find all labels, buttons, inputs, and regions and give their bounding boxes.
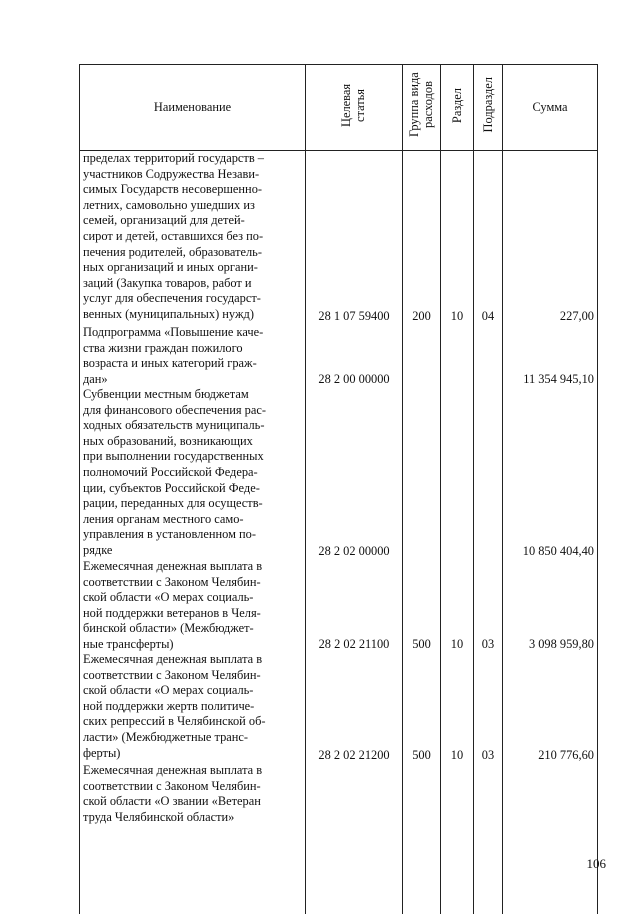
row-5-section: 10 bbox=[444, 748, 470, 764]
name-column bbox=[80, 151, 306, 914]
table-header-row bbox=[80, 65, 598, 151]
header-expense-group: Группа вида расходов bbox=[403, 65, 441, 151]
budget-table bbox=[79, 64, 598, 914]
row-4-target: 28 2 02 21100 bbox=[309, 637, 399, 653]
row-5-name: Ежемесячная денежная выплата в соответствии с Законом Челябин- ской области «О мерах социаль- ной поддержки жертв политиче- ских репрессий в Челябинской об- ласти» (Межбюджетные транс- ферты) bbox=[83, 652, 302, 761]
header-subsection: Подраздел bbox=[474, 65, 503, 151]
row-5-subsection: 03 bbox=[477, 748, 499, 764]
row-4-subsection: 03 bbox=[477, 637, 499, 653]
row-1-name: пределах территорий государств – участников Содружества Незави- симых Государств несовершенно- летних, самовольно ушедших из семей, организаций для детей- сирот и детей, оставшихся без по- печения родителей, образователь- ных организаций и иных органи- заций (Закупка товаров, работ и услуг для обеспечения государст- венных (муниципальных) нужд) bbox=[83, 151, 302, 323]
row-2-name: Подпрограмма «Повышение каче- ства жизни граждан пожилого возраста и иных категорий граж- дан» bbox=[83, 325, 302, 387]
row-1-sum: 227,00 bbox=[506, 309, 594, 325]
page-number: 106 bbox=[587, 856, 607, 872]
header-sum: Сумма bbox=[503, 65, 598, 151]
row-4-group: 500 bbox=[406, 637, 437, 653]
row-1-subsection: 04 bbox=[477, 309, 499, 325]
header-section: Раздел bbox=[441, 65, 474, 151]
group-column bbox=[403, 151, 441, 914]
row-1-target: 28 1 07 59400 bbox=[309, 309, 399, 325]
row-3-name: Субвенции местным бюджетам для финансового обеспечения рас- ходных обязательств муниципаль- ных образований, возникающих при выполнении государственных полномочий Российской Федера- ции, субъектов Российской Феде- рации, переданных для осуществ- ления органам местного само- управления в установленном по- рядке bbox=[83, 387, 302, 559]
row-3-target: 28 2 02 00000 bbox=[309, 544, 399, 560]
row-1-section: 10 bbox=[444, 309, 470, 325]
header-target: Целевая статья bbox=[306, 65, 403, 151]
header-name: Наименование bbox=[80, 65, 306, 151]
row-1-group: 200 bbox=[406, 309, 437, 325]
sum-column bbox=[503, 151, 598, 914]
row-5-group: 500 bbox=[406, 748, 437, 764]
row-5-sum: 210 776,60 bbox=[506, 748, 594, 764]
row-2-sum: 11 354 945,10 bbox=[506, 372, 594, 388]
row-2-target: 28 2 00 00000 bbox=[309, 372, 399, 388]
table-body-row bbox=[80, 151, 598, 914]
row-4-name: Ежемесячная денежная выплата в соответствии с Законом Челябин- ской области «О мерах социаль- ной поддержки ветеранов в Челя- бинской области» (Межбюджет- ные трансферты) bbox=[83, 559, 302, 653]
row-6-name: Ежемесячная денежная выплата в соответствии с Законом Челябин- ской области «О звании «Ветеран труда Челябинской области» bbox=[83, 763, 302, 825]
subsection-column bbox=[474, 151, 503, 914]
section-column bbox=[441, 151, 474, 914]
row-5-target: 28 2 02 21200 bbox=[309, 748, 399, 764]
row-4-sum: 3 098 959,80 bbox=[506, 637, 594, 653]
row-4-section: 10 bbox=[444, 637, 470, 653]
target-column bbox=[306, 151, 403, 914]
row-3-sum: 10 850 404,40 bbox=[506, 544, 594, 560]
